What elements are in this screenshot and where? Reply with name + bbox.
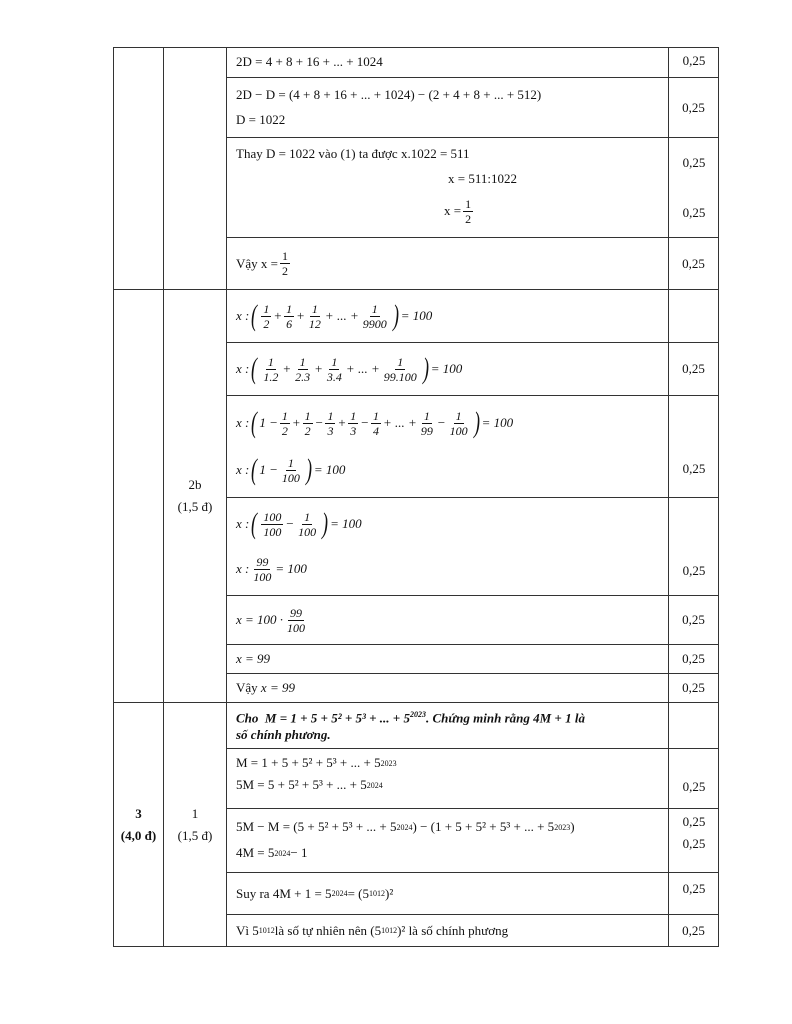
score-cell xyxy=(669,396,719,498)
equation: x = xyxy=(444,203,462,218)
score: 0,25 xyxy=(682,922,705,938)
problem-statement-cell xyxy=(227,703,669,749)
score-cell xyxy=(669,873,719,915)
subsection-points: (1,5 đ) xyxy=(177,499,213,514)
step-cell xyxy=(227,645,669,674)
score: 0,25 xyxy=(682,651,705,666)
score: 0,25 xyxy=(682,836,706,851)
step-cell xyxy=(227,48,669,78)
score-cell xyxy=(669,749,719,809)
section-cell-empty xyxy=(114,290,164,703)
score-cell xyxy=(669,238,719,290)
score-cell xyxy=(669,48,719,78)
step-cell xyxy=(227,78,669,138)
score: 0,25 xyxy=(682,680,705,695)
step-cell: x : ( 1 − $\frac{1}{2}$ + $\frac{1}{2}$ − $\frac{1}{3}$ + $\frac{1}{3}$ − $\frac{1}{4}$ + ... + $\frac{1}{99}$ − $\frac{1}{100}$ ) = 100 x : ( 1 − $\frac{1}{100}$ ) = 100 xyxy=(227,396,669,498)
section-number: 3 xyxy=(135,805,142,821)
equation: x = 99 xyxy=(260,680,295,695)
score: 0,25 xyxy=(682,563,706,578)
section-cell-empty xyxy=(114,48,164,290)
section-points: (4,0 đ) xyxy=(120,827,157,843)
score-cell xyxy=(669,915,719,947)
equation: D = 1022 xyxy=(236,112,286,127)
step-text: Thay D = 1022 vào (1) ta được xyxy=(236,146,398,161)
equation: 2D − D = (4 + 8 + 16 + ... + 1024) − (2 + 4 + 8 + ... + 512) xyxy=(236,87,542,102)
section-cell-3 xyxy=(114,703,164,947)
step-cell xyxy=(227,238,669,290)
score-cell xyxy=(669,674,719,703)
answer-table xyxy=(113,47,719,947)
score: 0,25 xyxy=(682,99,705,115)
step-cell: M = 1 + 5 + 5² + 5³ + ... + 5 2023 5M = 5 + 5² + 5³ + ... + 5 2024 xyxy=(227,749,669,809)
step-cell: x = 100 · $\frac{99}{100}$ xyxy=(227,596,669,645)
score-cell xyxy=(669,645,719,674)
step-cell: Vì 5 1012 là số tự nhiên nên (5 1012 )² là số chính phương xyxy=(227,915,669,947)
subsection-label: 2b xyxy=(188,477,202,492)
equation: 2D = 4 + 8 + 16 + ... + 1024 xyxy=(236,54,383,69)
step-cell xyxy=(227,674,669,703)
score: 0,25 xyxy=(682,779,706,794)
score: 0,25 xyxy=(682,814,706,829)
score: 0,25 xyxy=(682,461,706,476)
score-cell-empty xyxy=(669,703,719,749)
fraction: $\frac{1}{2}$ xyxy=(282,249,289,278)
step-cell: x : ( $\frac{100}{100}$ − $\frac{1}{100}$ ) = 100 x : $\frac{99}{100}$ = 100 xyxy=(227,498,669,596)
step-cell: 5M − M = (5 + 5² + 5³ + ... + 5 2024 ) − (1 + 5 + 5² + 5³ + ... + 5 2023 ) 4M = 5 2024 − 1 xyxy=(227,809,669,873)
score: 0,25 xyxy=(682,155,706,170)
score: 0,25 xyxy=(682,53,706,68)
score-cell xyxy=(669,596,719,645)
score-cell-empty xyxy=(669,290,719,343)
subsection-points: (1,5 đ) xyxy=(177,827,213,843)
score-cell xyxy=(669,343,719,396)
step-text: Vậy xyxy=(236,255,258,271)
step-cell: Suy ra 4M + 1 = 5 2024 = (5 1012 )² xyxy=(227,873,669,915)
problem-statement-line2: số chính phương. xyxy=(236,727,331,743)
subsection-cell-1 xyxy=(164,703,227,947)
step-cell xyxy=(227,138,669,238)
fraction: $\frac{1}{2}$ xyxy=(465,196,472,226)
equation: x.1022 = 511 xyxy=(400,146,470,161)
score: 0,25 xyxy=(682,881,706,896)
answer-table-page xyxy=(113,47,719,947)
score: 0,25 xyxy=(682,361,705,376)
score: 0,25 xyxy=(682,612,705,627)
score-cell xyxy=(669,138,719,238)
subsection-cell-2b xyxy=(164,290,227,703)
subsection-cell-empty xyxy=(164,48,227,290)
score-cell xyxy=(669,78,719,138)
score: 0,25 xyxy=(682,255,705,271)
score-cell xyxy=(669,809,719,873)
equation: x = 511:1022 xyxy=(448,171,517,186)
score-cell xyxy=(669,498,719,596)
equation: x = 99 xyxy=(236,651,271,666)
subsection-label: 1 xyxy=(191,805,199,821)
problem-statement: Cho M = 1 + 5 + 5² + 5³ + ... + $5^{2023}$. Chứng minh rằng 4M + 1 là xyxy=(236,710,585,726)
score: 0,25 xyxy=(682,205,706,220)
step-cell: x : ( $\frac{1}{1.2}$ + $\frac{1}{2.3}$ + $\frac{1}{3.4}$ + ... + $\frac{1}{99.100}$ ) = 100 xyxy=(227,343,669,396)
step-text: Vậy xyxy=(236,680,258,695)
equation: x = xyxy=(260,255,279,271)
step-cell: x : ( $\frac{1}{2}$ + $\frac{1}{6}$ + $\frac{1}{12}$ + ... + $\frac{1}{9900}$ ) = 100 xyxy=(227,290,669,343)
